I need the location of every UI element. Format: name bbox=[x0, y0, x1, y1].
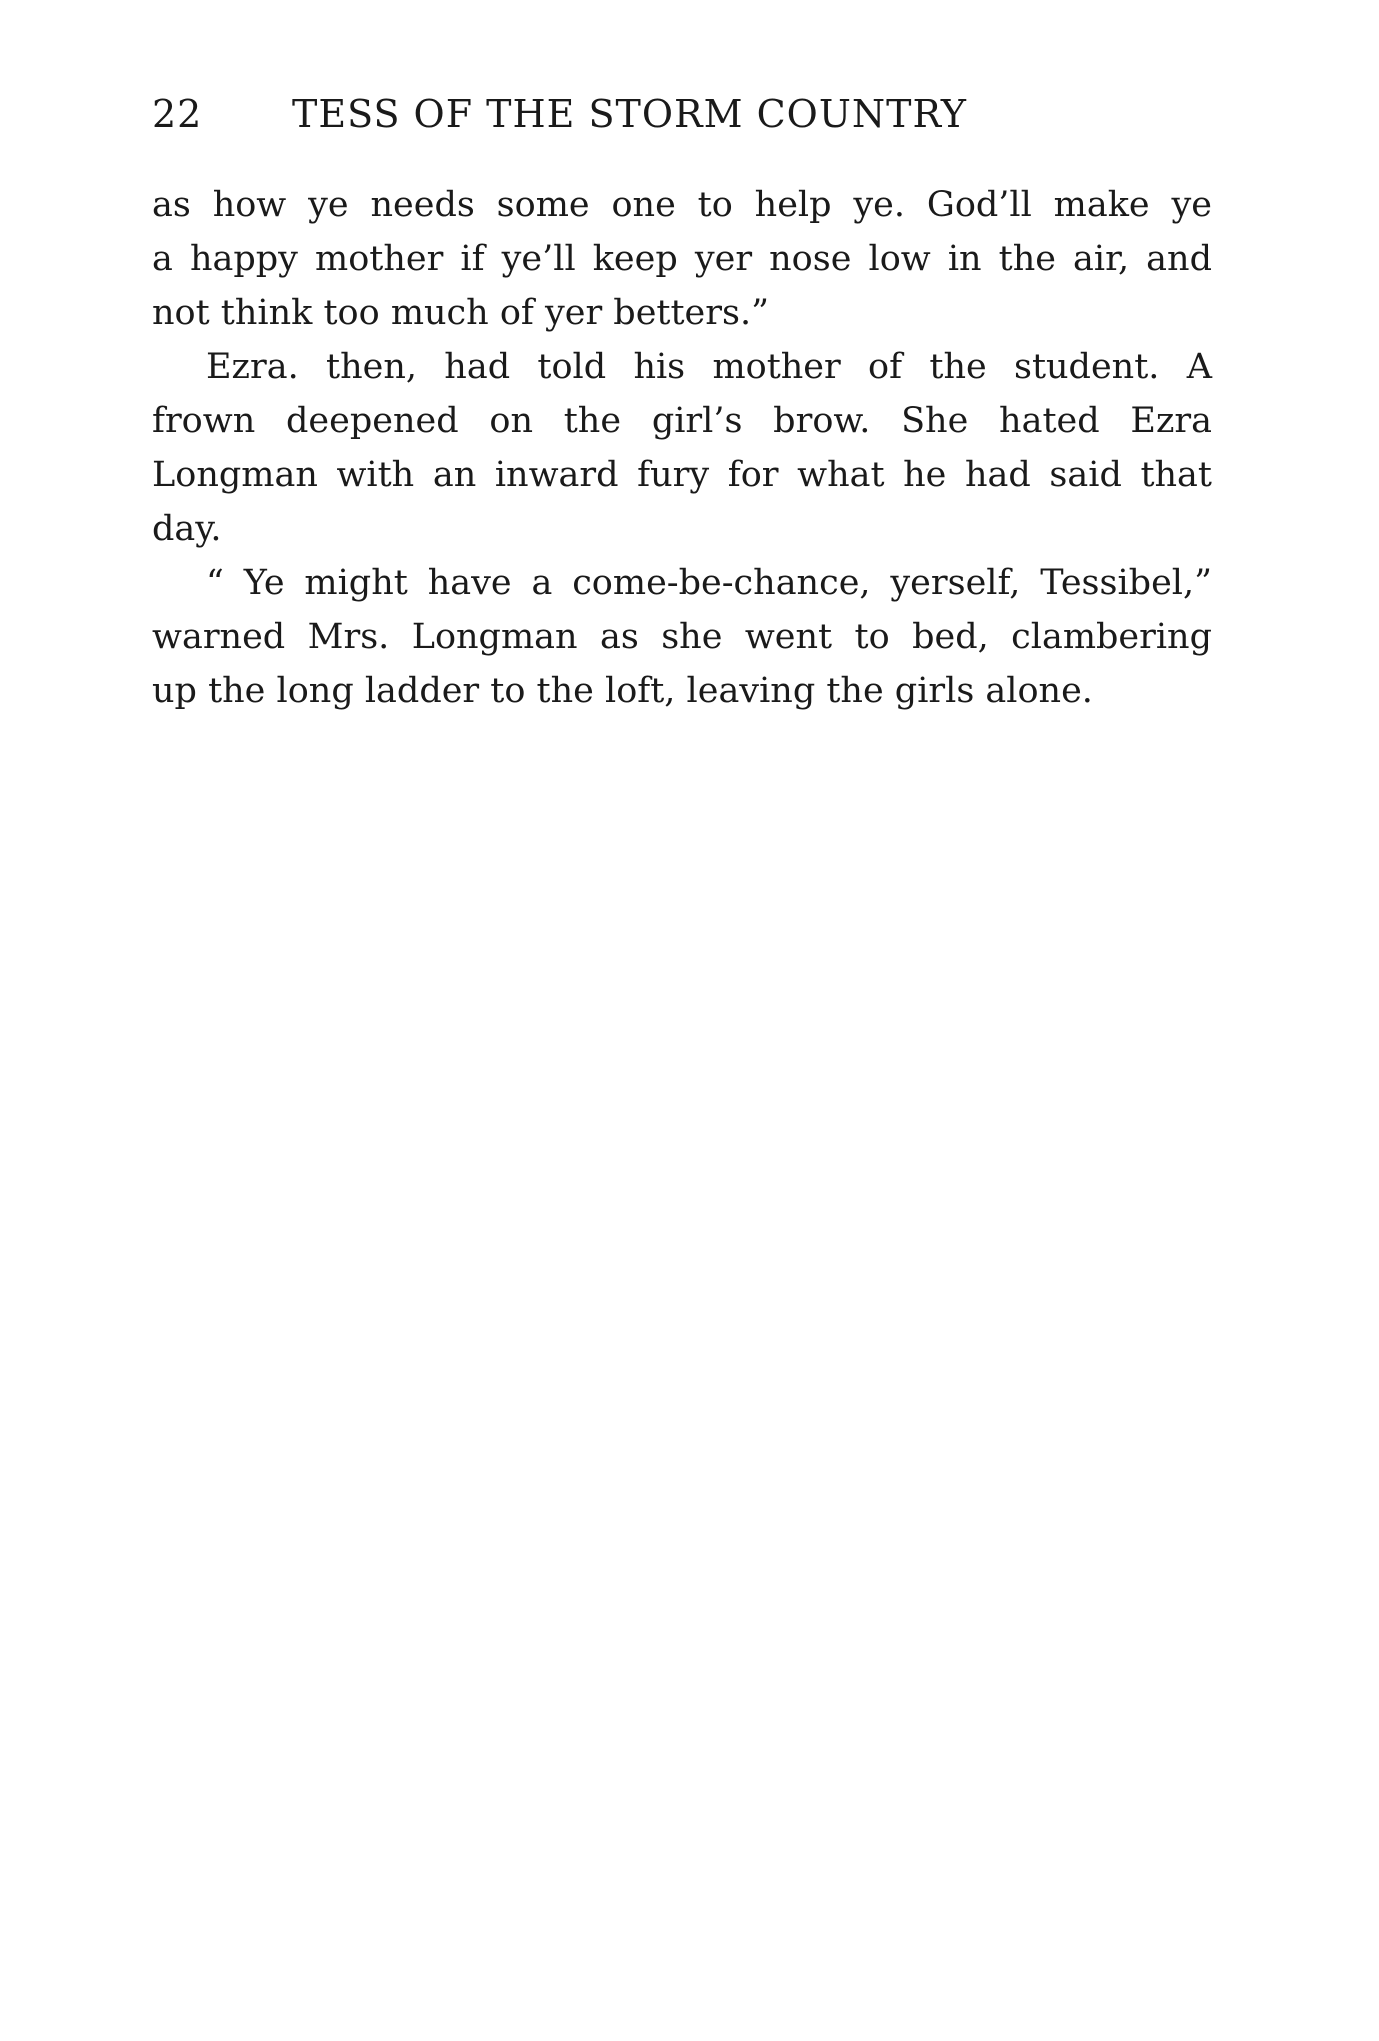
text-line: frown deepened on the girl’s brow. She hated Ezra bbox=[152, 401, 1212, 441]
paragraph bbox=[152, 556, 1212, 718]
running-head bbox=[152, 92, 1212, 142]
text-line: up the long ladder to the loft, leaving the girls alone. bbox=[152, 671, 1093, 711]
text-line: Ezra. then, had told his mother of the student. A bbox=[206, 347, 1212, 387]
body-text bbox=[152, 178, 1212, 718]
text-line: Longman with an inward fury for what he had said that bbox=[152, 455, 1212, 495]
running-title: TESS OF THE STORM COUNTRY bbox=[292, 92, 967, 136]
text-line: as how ye needs some one to help ye. God’ll make ye bbox=[152, 185, 1212, 225]
text-line: a happy mother if ye’ll keep yer nose low in the air, and bbox=[152, 239, 1212, 279]
paragraph bbox=[152, 178, 1212, 340]
text-line: warned Mrs. Longman as she went to bed, clambering bbox=[152, 617, 1212, 657]
text-line: not think too much of yer betters.” bbox=[152, 293, 769, 333]
paragraph bbox=[152, 340, 1212, 556]
text-line: “ Ye might have a come-be-chance, yerself, Tessibel,” bbox=[206, 563, 1212, 603]
text-line: day. bbox=[152, 509, 222, 549]
page-number: 22 bbox=[152, 92, 203, 136]
